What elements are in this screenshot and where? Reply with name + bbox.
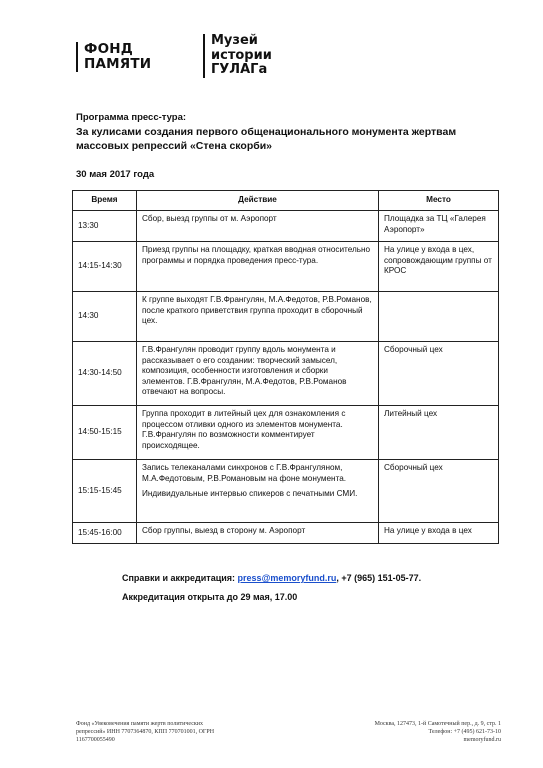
action-cell: К группе выходят Г.В.Франгулян, М.А.Федотов, Р.В.Романов, после краткого приветствия группа проходит в сборочный цех. <box>137 292 379 342</box>
table-row <box>73 211 499 242</box>
footer-website[interactable]: memoryfund.ru <box>463 737 501 743</box>
action-cell: Приезд группы на площадку, краткая вводная относительно программы и порядка проведения пресс-тура. <box>137 242 379 292</box>
time-cell: 13:30 <box>73 211 137 242</box>
table-header-row <box>73 191 499 211</box>
place-cell: На улице у входа в цех, сопровождающим группы от КРОС <box>379 242 499 292</box>
time-cell: 15:45-16:00 <box>73 523 137 544</box>
program-label: Программа пресс-тура: <box>76 112 187 123</box>
action-cell: Сбор группы, выезд в сторону м. Аэропорт <box>137 523 379 544</box>
table-row <box>73 292 499 342</box>
fond-pamyati-logo <box>76 42 151 72</box>
contacts-label: Справки и аккредитация: <box>122 573 238 583</box>
header-time: Время <box>73 191 137 211</box>
place-cell: Площадка за ТЦ «Галерея Аэропорт» <box>379 211 499 242</box>
header-action: Действие <box>137 191 379 211</box>
place-cell <box>379 292 499 342</box>
logo-line: истории <box>211 47 272 63</box>
time-cell: 14:15-14:30 <box>73 242 137 292</box>
place-cell: Сборочный цех <box>379 342 499 406</box>
action-cell: Сбор, выезд группы от м. Аэропорт <box>137 211 379 242</box>
contacts-line <box>122 573 421 583</box>
accreditation-note: Аккредитация открыта до 29 мая, 17.00 <box>122 592 298 602</box>
footer-line: Фонд «Увековечения памяти жертв политических <box>76 721 203 727</box>
table-row <box>73 460 499 523</box>
table-row <box>73 242 499 292</box>
press-email-link[interactable]: press@memoryfund.ru <box>237 573 337 583</box>
footer-line: репрессий» ИНН 7707364870, КПП 770701001, ОГРН <box>76 729 215 735</box>
footer-line: Телефон: +7 (495) 621-73-10 <box>428 729 501 735</box>
table-row <box>73 342 499 406</box>
footer-line: 1167700055490 <box>76 737 115 743</box>
program-title: За кулисами создания первого общенационального монумента жертвам массовых репрессий «Стена скорби» <box>76 126 457 152</box>
logo-line: ПАМЯТИ <box>84 56 152 72</box>
time-cell: 14:30-14:50 <box>73 342 137 406</box>
logo-line: ГУЛАГа <box>211 62 268 77</box>
time-cell: 14:30 <box>73 292 137 342</box>
time-cell: 15:15-15:45 <box>73 460 137 523</box>
action-cell: Группа проходит в литейный цех для ознакомления с процессом отливки одного из элементов монумента. Г.В.Франгулян по возможности комментирует происходящее. <box>137 406 379 460</box>
table-row <box>73 406 499 460</box>
place-cell: На улице у входа в цех <box>379 523 499 544</box>
table-row <box>73 523 499 544</box>
action-cell: Г.В.Франгулян проводит группу вдоль монумента и рассказывает о его создании: творческий замысел, композиция, особенности изготовления и сборки элементов. Г.В.Франгулян, М.А.Федотов, Р.В.Романов отвечают на вопросы. <box>137 342 379 406</box>
footer-line: Москва, 127473, 1-й Самотечный пер., д. 9, стр. 1 <box>374 721 501 727</box>
logo-line: ФОНД <box>84 41 133 57</box>
place-cell: Сборочный цех <box>379 460 499 523</box>
logo-line: Музей <box>211 33 258 48</box>
footer-legal-info <box>76 720 276 744</box>
event-date: 30 мая 2017 года <box>76 169 155 180</box>
time-cell: 14:50-15:15 <box>73 406 137 460</box>
header-place: Место <box>379 191 499 211</box>
contacts-phone: , +7 (965) 151-05-77. <box>336 573 422 583</box>
footer-contact-info <box>291 720 501 744</box>
gulag-museum-logo <box>203 34 272 78</box>
action-cell: Запись телеканалами синхронов с Г.В.Франгуляном, М.А.Федотовым, Р.В.Романовым на фоне монумента. Индивидуальные интервью спикеров с печатными СМИ. <box>137 460 379 523</box>
place-cell: Литейный цех <box>379 406 499 460</box>
schedule-table <box>72 190 499 544</box>
